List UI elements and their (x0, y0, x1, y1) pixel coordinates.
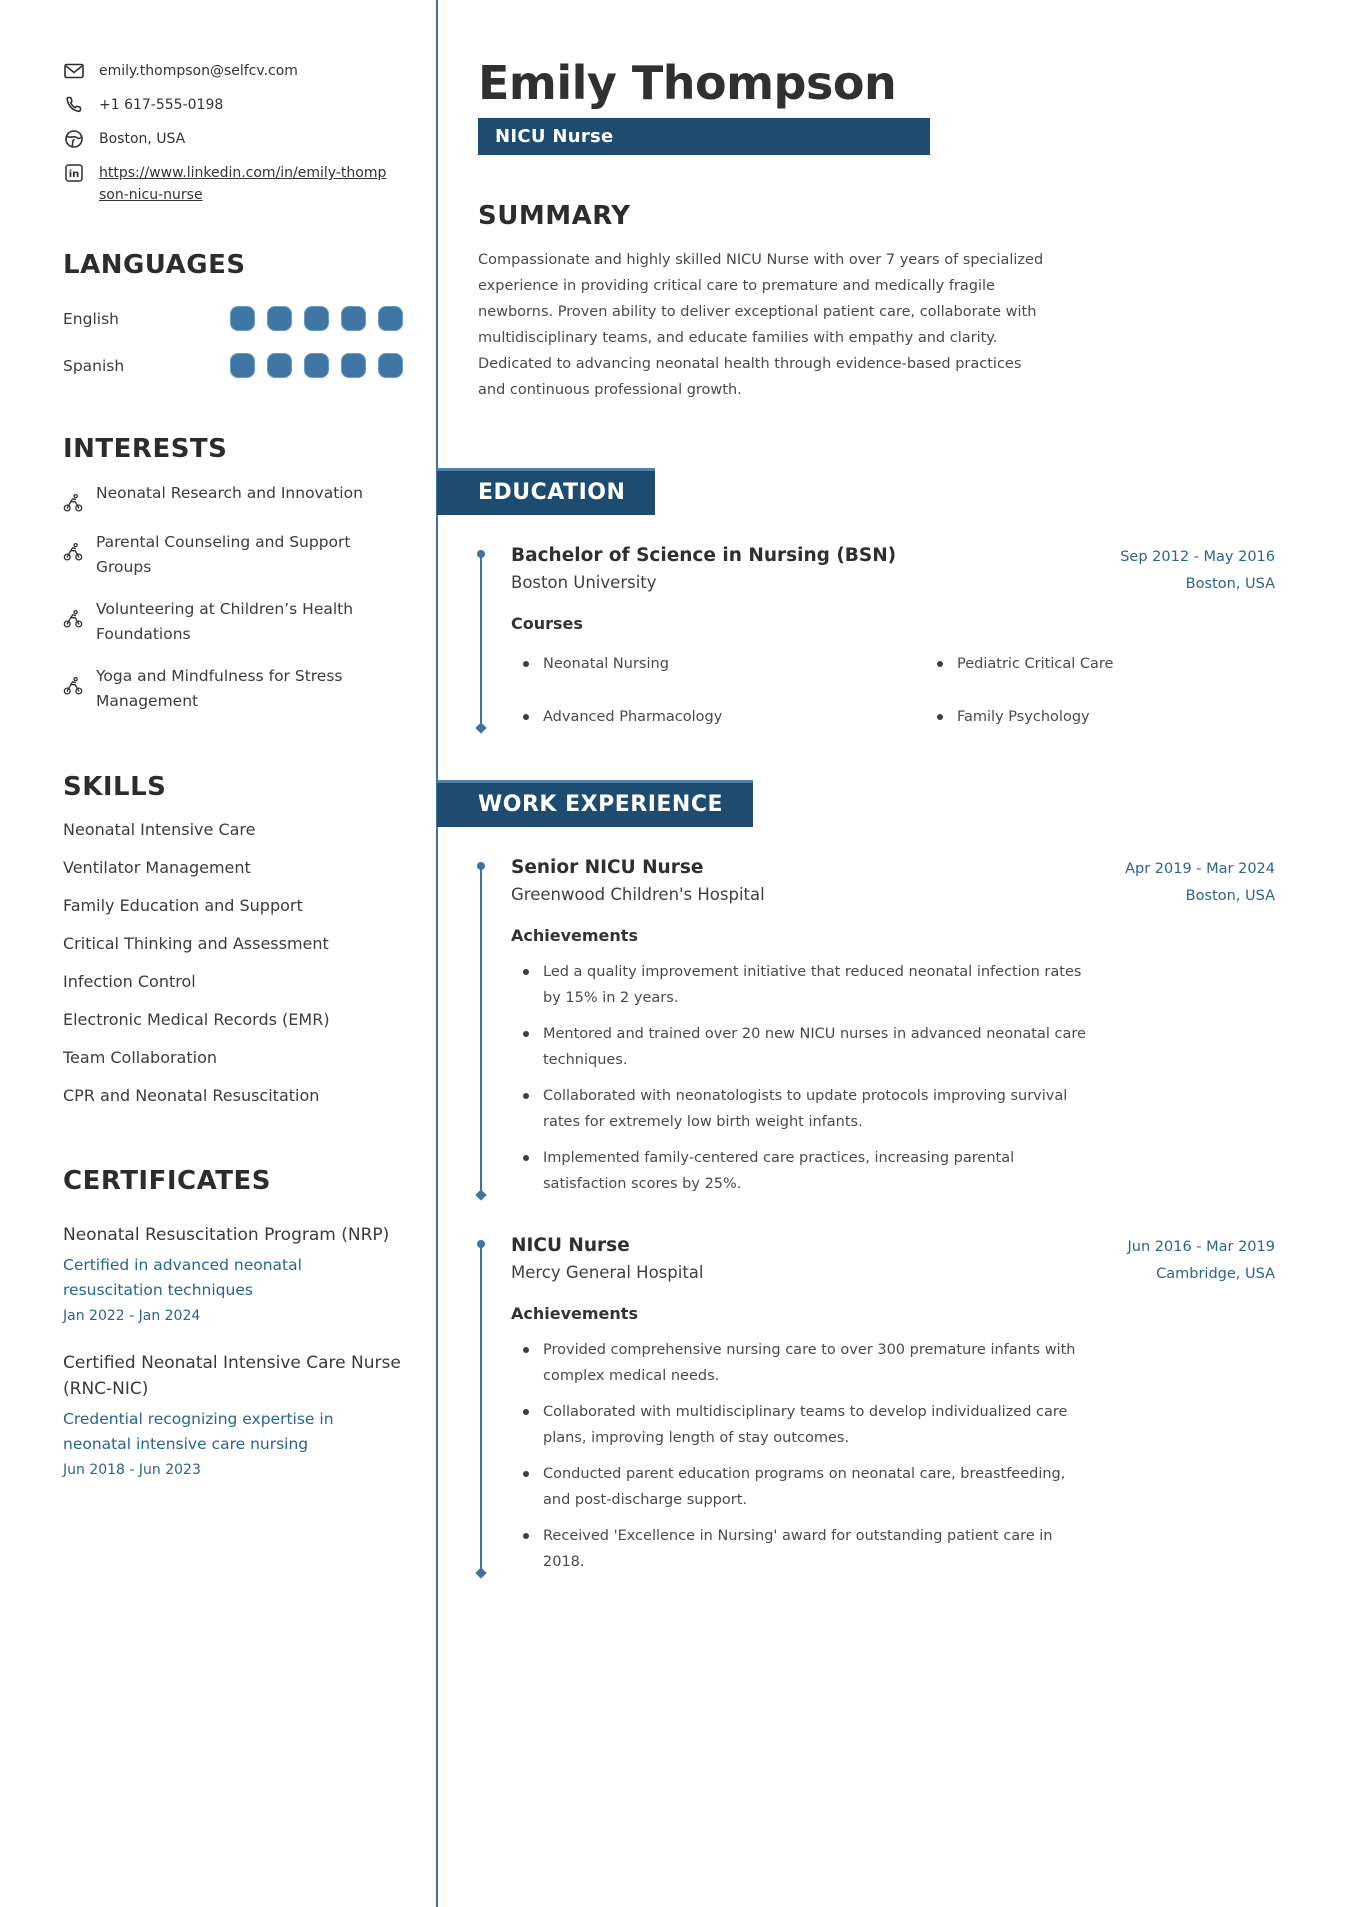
certificate-name: Certified Neonatal Intensive Care Nurse (RNC-NIC) (63, 1353, 401, 1399)
work-section-banner: WORK EXPERIENCE (437, 780, 753, 827)
cycling-icon (63, 493, 83, 513)
location-text: Boston, USA (99, 131, 186, 147)
interests-title: INTERESTS (63, 434, 228, 464)
timeline-dot (477, 862, 485, 870)
education-dates: Sep 2012 - May 2016 (1120, 548, 1275, 565)
candidate-name: Emily Thompson (478, 56, 897, 110)
job-location: Cambridge, USA (1156, 1265, 1275, 1282)
cycling-icon (63, 542, 83, 562)
course-item: Advanced Pharmacology (521, 704, 935, 730)
contact-location (63, 128, 403, 150)
certificate-description: Certified in advanced neonatal resuscitation techniques (63, 1256, 302, 1299)
timeline (480, 1245, 482, 1569)
achievement-item: Collaborated with multidisciplinary teams to develop individualized care plans, improving length of stay outcomes. (521, 1399, 1088, 1451)
skill-item: Team Collaboration (63, 1048, 218, 1067)
skill-item: Critical Thinking and Assessment (63, 934, 329, 953)
language-level-dot (341, 306, 366, 331)
interests-list (63, 481, 403, 714)
timeline (480, 555, 482, 724)
company-name: Mercy General Hospital (511, 1262, 704, 1282)
globe-icon (63, 128, 85, 150)
linkedin-link[interactable]: https://www.linkedin.com/in/emily-thompson-nicu-nurse (99, 165, 387, 203)
languages-title: LANGUAGES (63, 250, 246, 280)
achievement-item: Received 'Excellence in Nursing' award for outstanding patient care in 2018. (521, 1523, 1088, 1575)
language-level-dot (378, 306, 403, 331)
language-level-dot (304, 353, 329, 378)
column-divider (436, 0, 438, 1907)
interest-label: Neonatal Research and Innovation (96, 484, 363, 502)
certificates-section (63, 1166, 403, 1478)
timeline-dot (477, 550, 485, 558)
contact-email (63, 60, 403, 82)
job-title: NICU Nurse (511, 1234, 630, 1256)
certificate-description: Credential recognizing expertise in neonatal intensive care nursing (63, 1410, 334, 1453)
skills-section (63, 772, 403, 1106)
language-level (230, 353, 403, 378)
email-text: emily.thompson@selfcv.com (99, 63, 298, 79)
skill-item: Electronic Medical Records (EMR) (63, 1010, 330, 1029)
language-row (63, 353, 403, 378)
certificate-item (63, 1222, 403, 1324)
company-name: Greenwood Children's Hospital (511, 884, 765, 904)
timeline-dot (477, 1240, 485, 1248)
languages-section (63, 250, 403, 378)
language-level-dot (267, 306, 292, 331)
courses-label: Courses (511, 613, 583, 633)
interests-section (63, 434, 403, 714)
language-level-dot (341, 353, 366, 378)
skill-item: CPR and Neonatal Resuscitation (63, 1086, 320, 1105)
cycling-icon (63, 609, 83, 629)
job-title: Senior NICU Nurse (511, 856, 704, 878)
linkedin-icon (63, 162, 85, 184)
certificate-dates: Jan 2022 - Jan 2024 (63, 1308, 201, 1324)
interest-label: Volunteering at Children’s Health Foundations (96, 600, 354, 643)
achievement-item: Collaborated with neonatologists to update protocols improving survival rates for extremely low birth weight infants. (521, 1083, 1088, 1135)
interest-item (63, 481, 403, 513)
achievement-item: Implemented family-centered care practices, increasing parental satisfaction scores by 25%. (521, 1145, 1088, 1197)
certificate-name: Neonatal Resuscitation Program (NRP) (63, 1225, 390, 1245)
language-level-dot (230, 306, 255, 331)
svg-text:in: in (68, 169, 80, 180)
achievements-list (511, 1337, 1275, 1575)
language-level-dot (378, 353, 403, 378)
summary-text: Compassionate and highly skilled NICU Nurse with over 7 years of specialized experience in providing critical care to premature and medically fragile newborns. Proven ability to deliver exceptional patient care, collaborate with multidisciplinary teams, and educate families with empathy and clarity. Dedicated to advancing neonatal health through evidence-based practices and continuous professional growth. (478, 252, 1044, 398)
achievement-item: Conducted parent education programs on neonatal care, breastfeeding, and post-discharge support. (521, 1461, 1088, 1513)
work-entry (478, 1235, 1275, 1575)
timeline-diamond (475, 1189, 486, 1200)
email-icon (63, 60, 85, 82)
education-location: Boston, USA (1185, 575, 1275, 592)
job-dates: Jun 2016 - Mar 2019 (1127, 1238, 1275, 1255)
achievement-item: Mentored and trained over 20 new NICU nurses in advanced neonatal care techniques. (521, 1021, 1088, 1073)
work-entry (478, 857, 1275, 1197)
certificates-list (63, 1222, 403, 1478)
main-column (478, 58, 1275, 1585)
summary-title: SUMMARY (478, 201, 631, 231)
achievements-label: Achievements (511, 1303, 638, 1323)
phone-text: +1 617-555-0198 (99, 97, 224, 113)
achievement-item: Led a quality improvement initiative that reduced neonatal infection rates by 15% in 2 years. (521, 959, 1088, 1011)
skills-title: SKILLS (63, 772, 167, 802)
certificate-dates: Jun 2018 - Jun 2023 (63, 1462, 201, 1478)
interest-item (63, 664, 403, 714)
course-item: Pediatric Critical Care (935, 651, 1275, 677)
timeline-diamond (475, 722, 486, 733)
language-row (63, 306, 403, 331)
course-item: Family Psychology (935, 704, 1275, 730)
language-level (230, 306, 403, 331)
sidebar (63, 60, 403, 1478)
contact-linkedin (63, 162, 403, 206)
interest-item (63, 530, 403, 580)
certificates-title: CERTIFICATES (63, 1166, 271, 1196)
phone-icon (63, 94, 85, 116)
courses-list (511, 651, 1275, 730)
course-item: Neonatal Nursing (521, 651, 935, 677)
certificate-item (63, 1350, 403, 1478)
skill-item: Infection Control (63, 972, 196, 991)
interest-label: Parental Counseling and Support Groups (96, 533, 351, 576)
timeline (480, 867, 482, 1191)
school-name: Boston University (511, 572, 657, 592)
language-level-dot (304, 306, 329, 331)
language-level-dot (267, 353, 292, 378)
education-entry (478, 545, 1275, 730)
interest-item (63, 597, 403, 647)
contact-phone (63, 94, 403, 116)
cycling-icon (63, 676, 83, 696)
languages-list (63, 306, 403, 378)
language-name: English (63, 309, 119, 328)
achievements-label: Achievements (511, 925, 638, 945)
degree-title: Bachelor of Science in Nursing (BSN) (511, 544, 897, 566)
interest-label: Yoga and Mindfulness for Stress Management (96, 667, 343, 710)
language-level-dot (230, 353, 255, 378)
job-dates: Apr 2019 - Mar 2024 (1125, 860, 1275, 877)
role-badge: NICU Nurse (478, 118, 930, 155)
job-location: Boston, USA (1185, 887, 1275, 904)
timeline-diamond (475, 1567, 486, 1578)
skills-list (63, 820, 403, 1106)
achievement-item: Provided comprehensive nursing care to over 300 premature infants with complex medical needs. (521, 1337, 1088, 1389)
skill-item: Ventilator Management (63, 858, 251, 877)
achievements-list (511, 959, 1275, 1197)
language-name: Spanish (63, 356, 125, 375)
skill-item: Family Education and Support (63, 896, 303, 915)
skill-item: Neonatal Intensive Care (63, 820, 256, 839)
education-section-banner: EDUCATION (437, 468, 655, 515)
